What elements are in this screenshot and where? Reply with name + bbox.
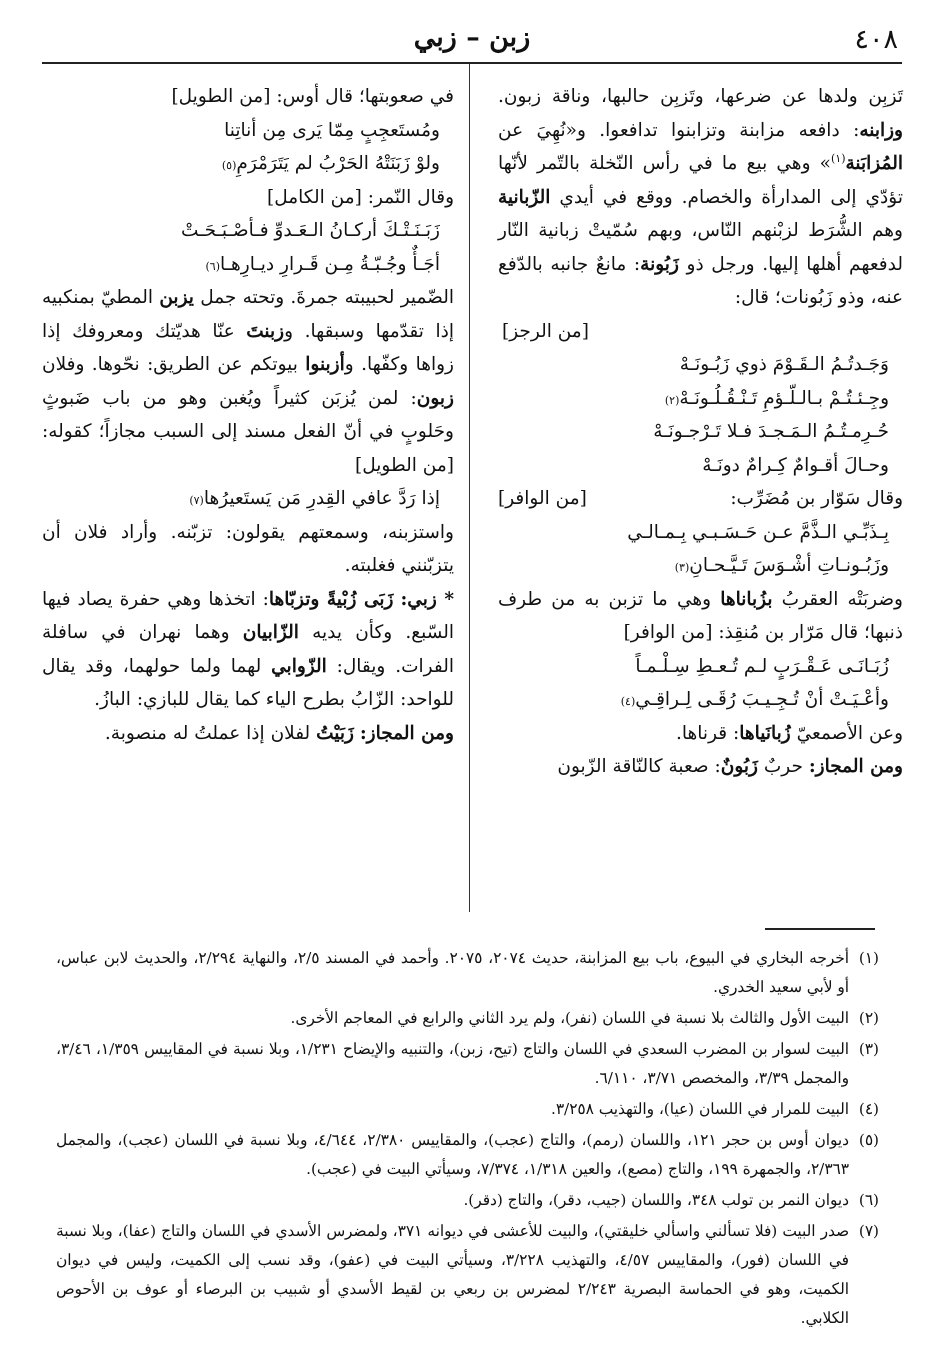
verse-line <box>498 449 903 483</box>
column-divider <box>469 64 470 912</box>
hemistich: وجِـئـتُـمْ بـالـلّـؤمِ تَـنْـقُـلُـونَـهْ <box>679 387 889 409</box>
footnote <box>56 1186 879 1215</box>
paragraph: ومن المجاز: حربٌ زَبُونٌ: صعبة كالنّاقة الزّبون <box>557 756 903 777</box>
footnote-number: (٤) <box>858 1100 879 1118</box>
meter-label: [من الرجز] <box>502 320 589 342</box>
paragraph: وقال سَوّار بن مُضَرِّب: [من الوافر] <box>498 482 903 516</box>
footnote <box>56 1095 879 1124</box>
headword: الزّابيان <box>242 622 299 643</box>
left-column <box>42 80 454 750</box>
paragraph: واستزبنه، وسمعتهم يقولون: تزبّنه. وأراد فلان أن يتزبّنني فغلبته. <box>42 521 454 576</box>
meter-label: [من الوافر] <box>623 622 713 643</box>
footnote-ref[interactable]: (١) <box>831 151 846 165</box>
entry-root: * زبي: <box>400 588 455 610</box>
paragraph: في صعوبتها؛ قال أوس: [من الطويل] <box>171 86 454 107</box>
footnote-text: أخرجه البخاري في البيوع، باب بيع المزابنة، حديث ٢٠٧٤، ٢٠٧٥. وأحمد في المسند ٢/٥، والنهاية ٢/٢٩٤، والحديث لابن عباس، أو لأبي سعيد الخدري. <box>56 949 849 996</box>
headword: أزبنوا <box>305 354 345 375</box>
verse-line: وزَبُـونـاتِ أشْـوَسَ تَـيَّـحـانِ (٣) <box>498 549 903 583</box>
headword: زبون <box>416 387 454 409</box>
footnote-number: (٥) <box>858 1131 879 1149</box>
hemistich: زَبَـنَـتْـكَ أركـانُ الـعَـدوِّ فـأصْـبَـحَـتْ <box>180 220 440 241</box>
hemistich: ولوْ زَبَنَتْهُ الحَرْبُ لم يَتَرَمْرَمِ <box>236 153 440 174</box>
verse-line: وجِـئـتُـمْ بـالـلّـؤمِ تَـنْـقُـلُـونَـهْ (٢) <box>498 382 903 416</box>
footnote-number: (٧) <box>858 1222 879 1240</box>
hemistich: بِـذَبِّـي الـذَّمَّ عـن حَـسَـبـي بِـمـالـي <box>627 521 889 543</box>
footnote-number: (٣) <box>858 1040 879 1058</box>
footnote-text: ديوان النمر بن تولب ٣٤٨، واللسان (جيب، دقر)، والتاج (دقر). <box>463 1191 849 1209</box>
paragraph: تَزبِن ولدها عن ضرعها، وتَزبِن حالبها، وناقة زبون. وزابنه: دافعه مزابنة وتزابنوا تدافعوا. و«نُهِيَ عن المُزابَنة$^{(١)}$» وهي بيع ما في رأس النّخلة بالتّمر لأنّها تؤدّي إلى المدارأة والخصام. ووقع في أيدي الزّبانية وهم الشُّرَط لزبْنهم النّاس، وبهم سُمّيتْ زبانية النّار لدفعهم أهلها إليها. ورجل ذو زَبُونة: مانعٌ جانبه بالدّفع عنه، وذو زَبُونات؛ قال: <box>498 86 903 308</box>
page-number: ٤٠٨ <box>854 24 898 55</box>
meter-label: [من الطويل] <box>171 86 271 107</box>
headword: زَبَى زُبْيةً وتزبّاها <box>268 588 394 610</box>
verse-line <box>498 415 903 449</box>
footnote <box>56 1217 879 1333</box>
headword: زبنتَ <box>246 320 285 342</box>
headword: وزابنه <box>859 119 903 141</box>
verse-line: وأعْـيَـتْ أنْ تُـجِـيـبَ رُقَـى لِـراقِـي (٤) <box>498 683 903 717</box>
section-marker: ومن المجاز: <box>808 756 903 777</box>
verse-line: أجَـأٌ وجُـبّـةُ مِـن قَـرارِ ديـارِهـا (٦) <box>42 248 454 282</box>
footnote <box>56 1126 879 1184</box>
page-header <box>42 22 902 64</box>
footnote-number: (٢) <box>858 1009 879 1027</box>
footnote <box>56 1004 879 1033</box>
hemistich: وزَبُـونـاتِ أشْـوَسَ تَـيَّـحـانِ <box>689 555 889 576</box>
paragraph: وضربَتْه العقربُ بزُباناها وهي ما تزبن به من طرف ذنبها؛ قال مَرّار بن مُنقِذ: [من الوافر] <box>498 588 903 643</box>
footnote-text: ديوان أوس بن حجر ١٢١، واللسان (رمم)، والتاج (عجب)، والمقاييس ٢/٣٨٠، ٤/٦٤٤، وبلا نسبة في اللسان (عجب)، والمجمل ٢/٣٦٣، والجمهرة ١٩٩، والتاج (مصع)، والعين ١/٣١٨، ٧/٣٧٤، وسيأتي البيت في (عجب). <box>56 1131 849 1178</box>
footnote <box>56 944 879 1002</box>
right-column <box>498 80 903 784</box>
headword: يزبن <box>159 287 194 308</box>
headword: زُبانَياها <box>739 722 791 744</box>
headword: المُزابَنة <box>845 153 903 174</box>
paragraph: وعن الأصمعيّ زُبانَياها: قرناها. <box>676 722 903 744</box>
meter-label: [من الكامل] <box>267 186 362 208</box>
hemistich: أجَـأٌ وجُـبّـةُ مِـن قَـرارِ ديـارِهـا <box>219 253 440 275</box>
footnote-number: (١) <box>858 949 879 967</box>
meter-label: [من الطويل] <box>355 454 454 476</box>
paragraph: وقال النّمر: [من الكامل] <box>267 186 454 208</box>
headword: الزّبانية <box>498 186 551 208</box>
hemistich: زُبَـانَـى عَـقْـرَبٍ لـم تُـعـطِ سِـلْـمـاً <box>635 655 889 677</box>
footnote-text: صدر البيت (فلا تسألني واسألي خليقتي)، والبيت للأعشى في ديوانه ٣٧١، ولمضرس الأسدي في اللسان والتاج (عفا)، وبلا نسبة في اللسان (فور)، والمقاييس ٤/٥٧، والتهذيب ٣/٢٢٨، وسيأتي البيت في (عفو)، وقد نسب إلى الكميت، وليس في ديوان الكميت، وهو في الحماسة البصرية ٢/٢٤٣ لمضرس بن ربعي بن لقيط الأسدي أو شبيب بن البرصاء أو عوف بن الأحوص الكلابي. <box>56 1222 849 1327</box>
hemistich: حُـرِمـتُـمُ الـمَـجـدَ فـلا تَـرْجـونَـهْ <box>653 421 889 442</box>
section-marker: ومن المجاز: <box>359 722 454 744</box>
hemistich: ومُستَعجِبٍ مِمّا يَرى مِن أناتِنا <box>224 119 440 141</box>
footnote-rule <box>765 928 875 930</box>
hemistich: وأعْـيَـتْ أنْ تُـجِـيـبَ رُقَـى لِـراقِـي <box>635 689 889 710</box>
verse-line <box>498 516 903 550</box>
headword: الزّوابي <box>271 655 327 677</box>
hemistich: وَجَـدتُـمُ الـقَـوْمَ ذوي زَبُـونَـهْ <box>679 354 889 375</box>
footnotes <box>56 944 879 1335</box>
headword: زَبُونة <box>640 253 679 275</box>
hemistich: إذا رَدَّ عافي القِدرِ مَن يَستَعيرُها <box>203 488 440 509</box>
verse-line: إذا رَدَّ عافي القِدرِ مَن يَستَعيرُها (٧) <box>42 482 454 516</box>
paragraph: الضّمير لحبيبته جمرةَ. وتحته جمل يزبن المطيّ بمنكبيه إذا تقدّمها وسبقها. وزبنتَ عنّا هديّتك ومعروفك إذا زواها وكفّها. وأزبنوا بيوتكم عن الطريق: نحّوها. وفلان زبون: لمن يُزبَن كثيراً ويُغبن وهو من باب ضَبوثٍ وحَلوبٍ في أنّ الفعل مسند إلى السبب مجازاً؛ كقوله: [من الطويل] <box>42 287 454 476</box>
footnote <box>56 1035 879 1093</box>
paragraph: ومن المجاز: زَبَيْتُ لفلان إذا عملتُ له منصوبة. <box>104 722 454 744</box>
running-head: زبن – زبي <box>413 22 531 53</box>
verse-line <box>498 650 903 684</box>
verse-line <box>42 214 454 248</box>
headword: بزُباناها <box>720 588 773 610</box>
verse-line <box>42 114 454 148</box>
headword: زَبَيْتُ <box>316 722 354 744</box>
verse-line: ولوْ زَبَنَتْهُ الحَرْبُ لم يَتَرَمْرَمِ (٥) <box>42 147 454 181</box>
footnote-number: (٦) <box>858 1191 879 1209</box>
footnote-text: البيت الأول والثالث بلا نسبة في اللسان (نفر)، ولم يرد الثاني والرابع في المعاجم الأخرى. <box>290 1009 849 1027</box>
footnote-text: البيت لسوار بن المضرب السعدي في اللسان والتاج (تيح، زبن)، والتنبيه والإيضاح ١/٢٣١، وبلا نسبة في المقاييس ١/٣٥٩، ٣/٤٦، والمجمل ٣/٣٩، والمخصص ٣/٧١، ٦/١١٠. <box>56 1040 849 1087</box>
meter-label: [من الوافر] <box>498 488 587 509</box>
verse-line <box>498 348 903 382</box>
hemistich: وحـالَ أقـوامٌ كِـرامٌ دونَـهْ <box>702 454 889 476</box>
headword: زَبُونٌ <box>720 756 758 777</box>
footnote-text: البيت للمرار في اللسان (عيا)، والتهذيب ٣/٢٥٨. <box>550 1100 849 1118</box>
entry-zbi: * زبي: زَبَى زُبْيةً وتزبّاها: اتخذها وهي حفرة يصاد فيها السّبع. وكأن يديه الزّابيان وهما نهران في سافلة الفرات. ويقال: الزّوابي لهما ولما حولهما، وقد يقال للواحد: الزّابُ بطرح الياء كما يقال للبازي: البازُ. <box>42 588 455 710</box>
